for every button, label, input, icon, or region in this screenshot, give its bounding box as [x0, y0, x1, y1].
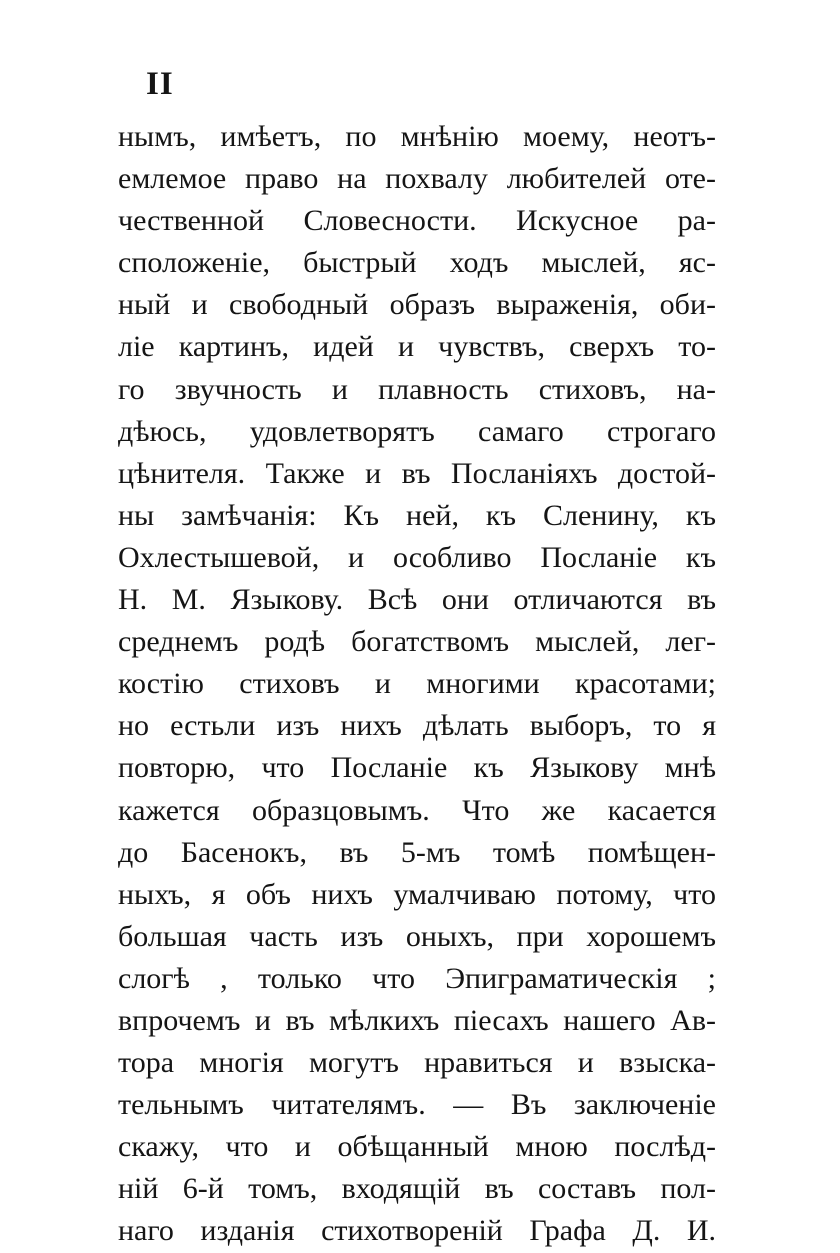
text-line: слогѣ , только что Эпиграматическія ; [118, 961, 716, 995]
text-line: но естьли изъ нихъ дѣлать выборъ, то я [118, 709, 716, 743]
text-line: впрочемъ и въ мѣлкихъ піесахъ нашего Ав- [118, 1003, 716, 1037]
text-line: Н. М. Языкову. Всѣ они отличаются въ [118, 583, 716, 617]
text-line: скажу, что и обѣщанный мною послѣд- [118, 1130, 716, 1164]
text-line: нымъ, имѣетъ, по мнѣнію моему, неотъ- [118, 120, 716, 153]
text-line: ній 6-й томъ, входящій въ составъ пол- [118, 1172, 716, 1206]
text-line: ныхъ, я объ нихъ умалчиваю потому, что [118, 877, 716, 911]
text-line: цѣнителя. Также и въ Посланіяхъ достой- [118, 456, 716, 490]
text-line: повторю, что Посланіе къ Языкову мнѣ [118, 751, 716, 785]
text-line: ный и свободный образъ выраженія, оби- [118, 288, 716, 322]
text-line: Охлестышевой, и особливо Посланіе къ [118, 540, 716, 574]
text-line: го звучность и плавность стиховъ, на- [118, 372, 716, 406]
text-line: костію стиховъ и многими красотами; [118, 667, 716, 701]
text-line: до Басенокъ, въ 5-мъ томѣ помѣщен- [118, 835, 716, 869]
body-text [118, 116, 716, 1253]
text-line: ліе картинъ, идей и чувствъ, сверхъ то- [118, 330, 716, 364]
text-line: дѣюсь, удовлетворятъ самаго строгаго [118, 414, 716, 448]
text-line: сположеніе, быстрый ходъ мыслей, яс- [118, 246, 716, 280]
text-line: наго изданія стихотвореній Графа Д. И. [118, 1214, 716, 1248]
text-line: среднемъ родѣ богатствомъ мыслей, лег- [118, 625, 716, 659]
text-line: тора многія могутъ нравиться и взыска- [118, 1046, 716, 1080]
text-line: емлемое право на похвалу любителей оте- [118, 162, 716, 196]
text-line: кажется образцовымъ. Что же касается [118, 793, 716, 827]
text-line: чественной Словесности. Искусное ра- [118, 204, 716, 238]
text-line: ны замѣчанія: Къ ней, къ Сленину, къ [118, 498, 716, 532]
page-number: II [146, 66, 174, 102]
text-line: большая часть изъ оныхъ, при хорошемъ [118, 919, 716, 953]
text-line: тельнымъ читателямъ. — Въ заключеніе [118, 1088, 716, 1122]
